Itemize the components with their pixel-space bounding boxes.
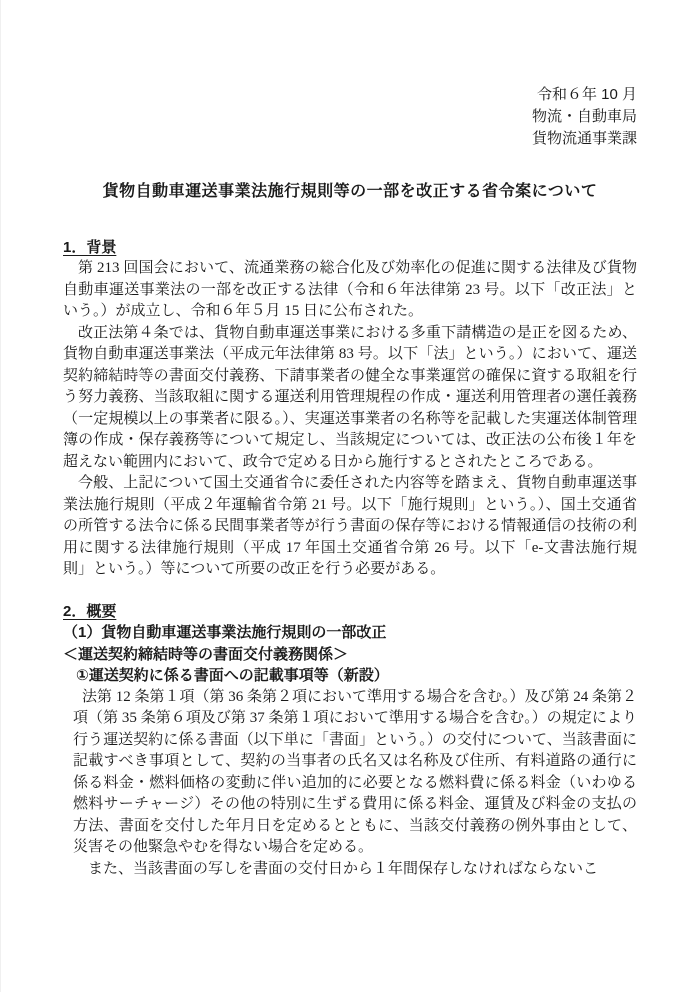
background-paragraph-1: 第 213 回国会において、流通業務の総合化及び効率化の促進に関する法律及び貨物自動車運送事業法の一部を改正する法律（令和６年法律第 23 号。以下「改正法」という。）が成立し、令和６年５月 15 日に公布された。 [63,260,637,319]
section-background-heading: 1．背景 [63,238,117,256]
background-paragraph-3: 今般、上記について国土交通省令に委任された内容等を踏まえ、貨物自動車運送事業法施行規則（平成２年運輸省令第 21 号。以下「施行規則」という。）、国土交通省の所管する法令に係る民間事業者等が行う書面の保存等における情報通信の技術の利用に関する法律施行規則（平成 17 年国土交通省令第 26 号。以下「e-文書法施行規則」という。）等について所要の改正を行う必要がある。 [63,475,637,577]
section-overview-heading: 2．概要 [63,602,117,620]
header-bureau: 物流・自動車局 [531,108,637,125]
doc-header [63,84,637,150]
doc-title: 貨物自動車運送事業法施行規則等の一部を改正する省令案について [102,183,598,200]
overview-paragraph-2: また、当該書面の写しを書面の交付日から１年間保存しなければならないこ [88,860,599,877]
overview-bracket-heading: ＜運送契約締結時等の書面交付義務関係＞ [63,645,349,663]
overview-item1-heading: （1）貨物自動車運送事業法施行規則の一部改正 [63,624,387,641]
background-paragraph-2: 改正法第４条では、貨物自動車運送事業における多重下請構造の是正を図るため、貨物自動車運送事業法（平成元年法律第 83 号。以下「法」という。）において、運送契約締結時等の書面交付義務、下請事業者の健全な事業運営の確保に資する取組を行う努力義務、当該取組に関する運送利用管理規程の作成・運送利用管理者の選任義務（一定規模以上の事業者に限る。）、実運送事業者の名称等を記載した実運送体制管理簿の作成・保存義務等について規定し、当該規定については、改正法の公布後１年を超えない範囲内において、政令で定める日から施行するとされたところである。 [63,324,637,470]
header-date: 令和６年 10 月 [536,86,637,103]
overview-circle1-heading: ①運送契約に係る書面への記載事項等（新設） [76,667,389,684]
header-division: 貨物流通事業課 [531,130,637,147]
overview-paragraph-1: 法第 12 条第１項（第 36 条第２項において準用する場合を含む。）及び第 24 条第２項（第 35 条第６項及び第 37 条第１項において準用する場合を含む。）の規定により行う運送契約に係る書面（以下単に「書面」という。）の交付について、当該書面に記載すべき事項として、契約の当事者の氏名又は名称及び住所、有料道路の通行に係る料金・燃料価格の変動に伴い追加的に必要となる燃料費に係る料金（いわゆる燃料サーチャージ）その他の特別に生ずる費用に係る料金、運賃及び料金の支払の方法、書面を交付した年月日を定めるとともに、当該交付義務の例外事由として、災害その他緊急やむを得ない場合を定める。 [73,688,638,855]
